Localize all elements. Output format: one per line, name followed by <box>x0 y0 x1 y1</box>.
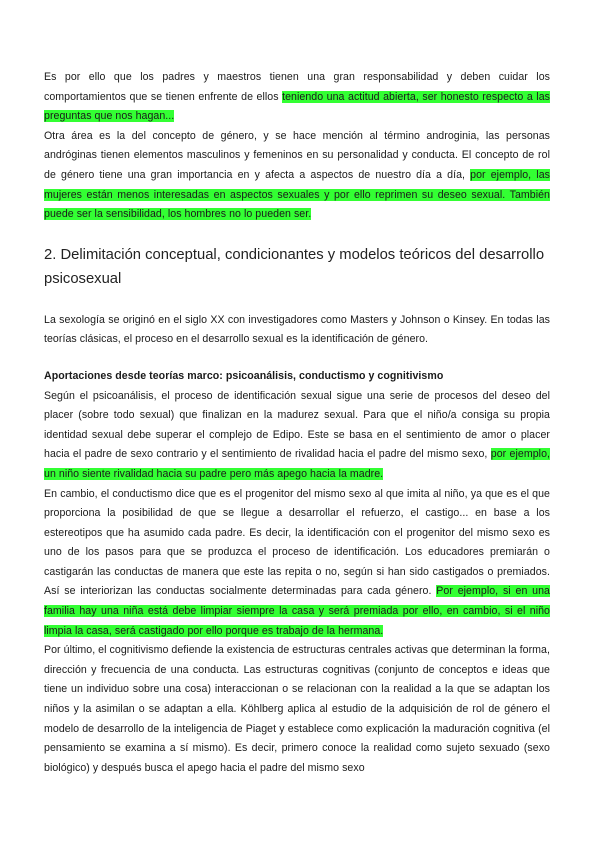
paragraph-sexology-origin: La sexología se originó en el siglo XX con investigadores como Masters y Johnson o Kinsey. En todas las teorías clásicas, el proceso en el desarrollo sexual es la identificación de género. <box>44 313 550 346</box>
paragraph-text: Es por ello que los padres y maestros tienen una gran responsabilidad y deben cuidar los comportamientos que se tienen enfrente de ellos <box>44 71 550 103</box>
paragraph-cognitivism: Por último, el cognitivismo defiende la existencia de estructuras centrales activas que determinan la forma, dirección y frecuencia de una conducta. Las estructuras cognitivas (conjunto de conceptos e ideas que tiene un individuo sobre una cosa) interaccionan o se relacionan con la realidad a la que se adaptan los niños y la asimilan o se adaptan a ella. Köhlberg aplica al estudio de la adquisición de rol de género el modelo de desarrollo de la inteligencia de Piaget y establece como explicación la maduración cognitiva (el pensamiento se examina a sí mismo). Es decir, primero conoce la realidad como sujeto sexuado (sexo biológico) y después busca el apego hacia el padre del mismo sexo <box>44 644 550 774</box>
highlighted-text: por ejemplo, las mujeres están menos interesadas en aspectos sexuales y por ello reprimen su deseo sexual. También puede ser la sensibilidad, los hombres no lo pueden ser. <box>44 168 550 221</box>
highlighted-text: teniendo una actitud abierta, ser honesto respecto a las preguntas que nos hagan... <box>44 90 550 123</box>
paragraph-text: Otra área es la del concepto de género, y se hace mención al término androginia, las personas andróginas tienen elementos masculinos y femeninos en su personalidad y conducta. El concepto de rol de género tiene una gran importancia en y afecta a aspectos de nuestro día a día, <box>44 129 550 181</box>
subheading-theories: Aportaciones desde teorías marco: psicoanálisis, conductismo y cognitivismo <box>44 369 444 382</box>
paragraph-behaviorism <box>44 485 550 642</box>
paragraph-text: En cambio, el conductismo dice que es el progenitor del mismo sexo al que imita al niño, ya que es el que proporciona la posibilidad de que se llegue a desarrollar el refuerzo, el castigo... en base a los estereotipos que ha asumido cada padre. Es decir, la identificación con el progenitor del mismo sexo es uno de los pasos para que se produzca el proceso de identificación. Los educadores premiarán o castigarán las conductas de manera que este las repita o no, según si han sido castigados o premiados. Así se interiorizan las conductas socialmente determinadas para cada género. <box>44 487 550 598</box>
paragraph-parents-teachers <box>44 68 550 127</box>
section-heading: 2. Delimitación conceptual, condicionantes y modelos teóricos del desarrollo psicosexual <box>44 246 545 287</box>
paragraph-psychoanalysis <box>44 387 550 485</box>
highlighted-text: Por ejemplo, si en una familia hay una niña está debe limpiar siempre la casa y será premiada por ello, en cambio, si el niño limpia la casa, será castigado por ello porque es trabajo de la hermana. <box>44 585 551 637</box>
highlighted-text: por ejemplo, un niño siente rivalidad hacia su padre pero más apego hacia la madre. <box>44 448 550 480</box>
paragraph-gender-concept <box>44 127 550 225</box>
paragraph-text: Según el psicoanálisis, el proceso de identificación sexual sigue una serie de procesos del deseo del placer (sobre todo sexual) que finalizan en la madurez sexual. Para que el niño/a consiga su propia identidad sexual debe superar el complejo de Edipo. Este se basa en el sentimiento de amor o placer hacia el padre de sexo contrario y el sentimiento de rivalidad hacia el padre del mismo sexo, <box>44 389 550 461</box>
document-page <box>44 68 550 778</box>
